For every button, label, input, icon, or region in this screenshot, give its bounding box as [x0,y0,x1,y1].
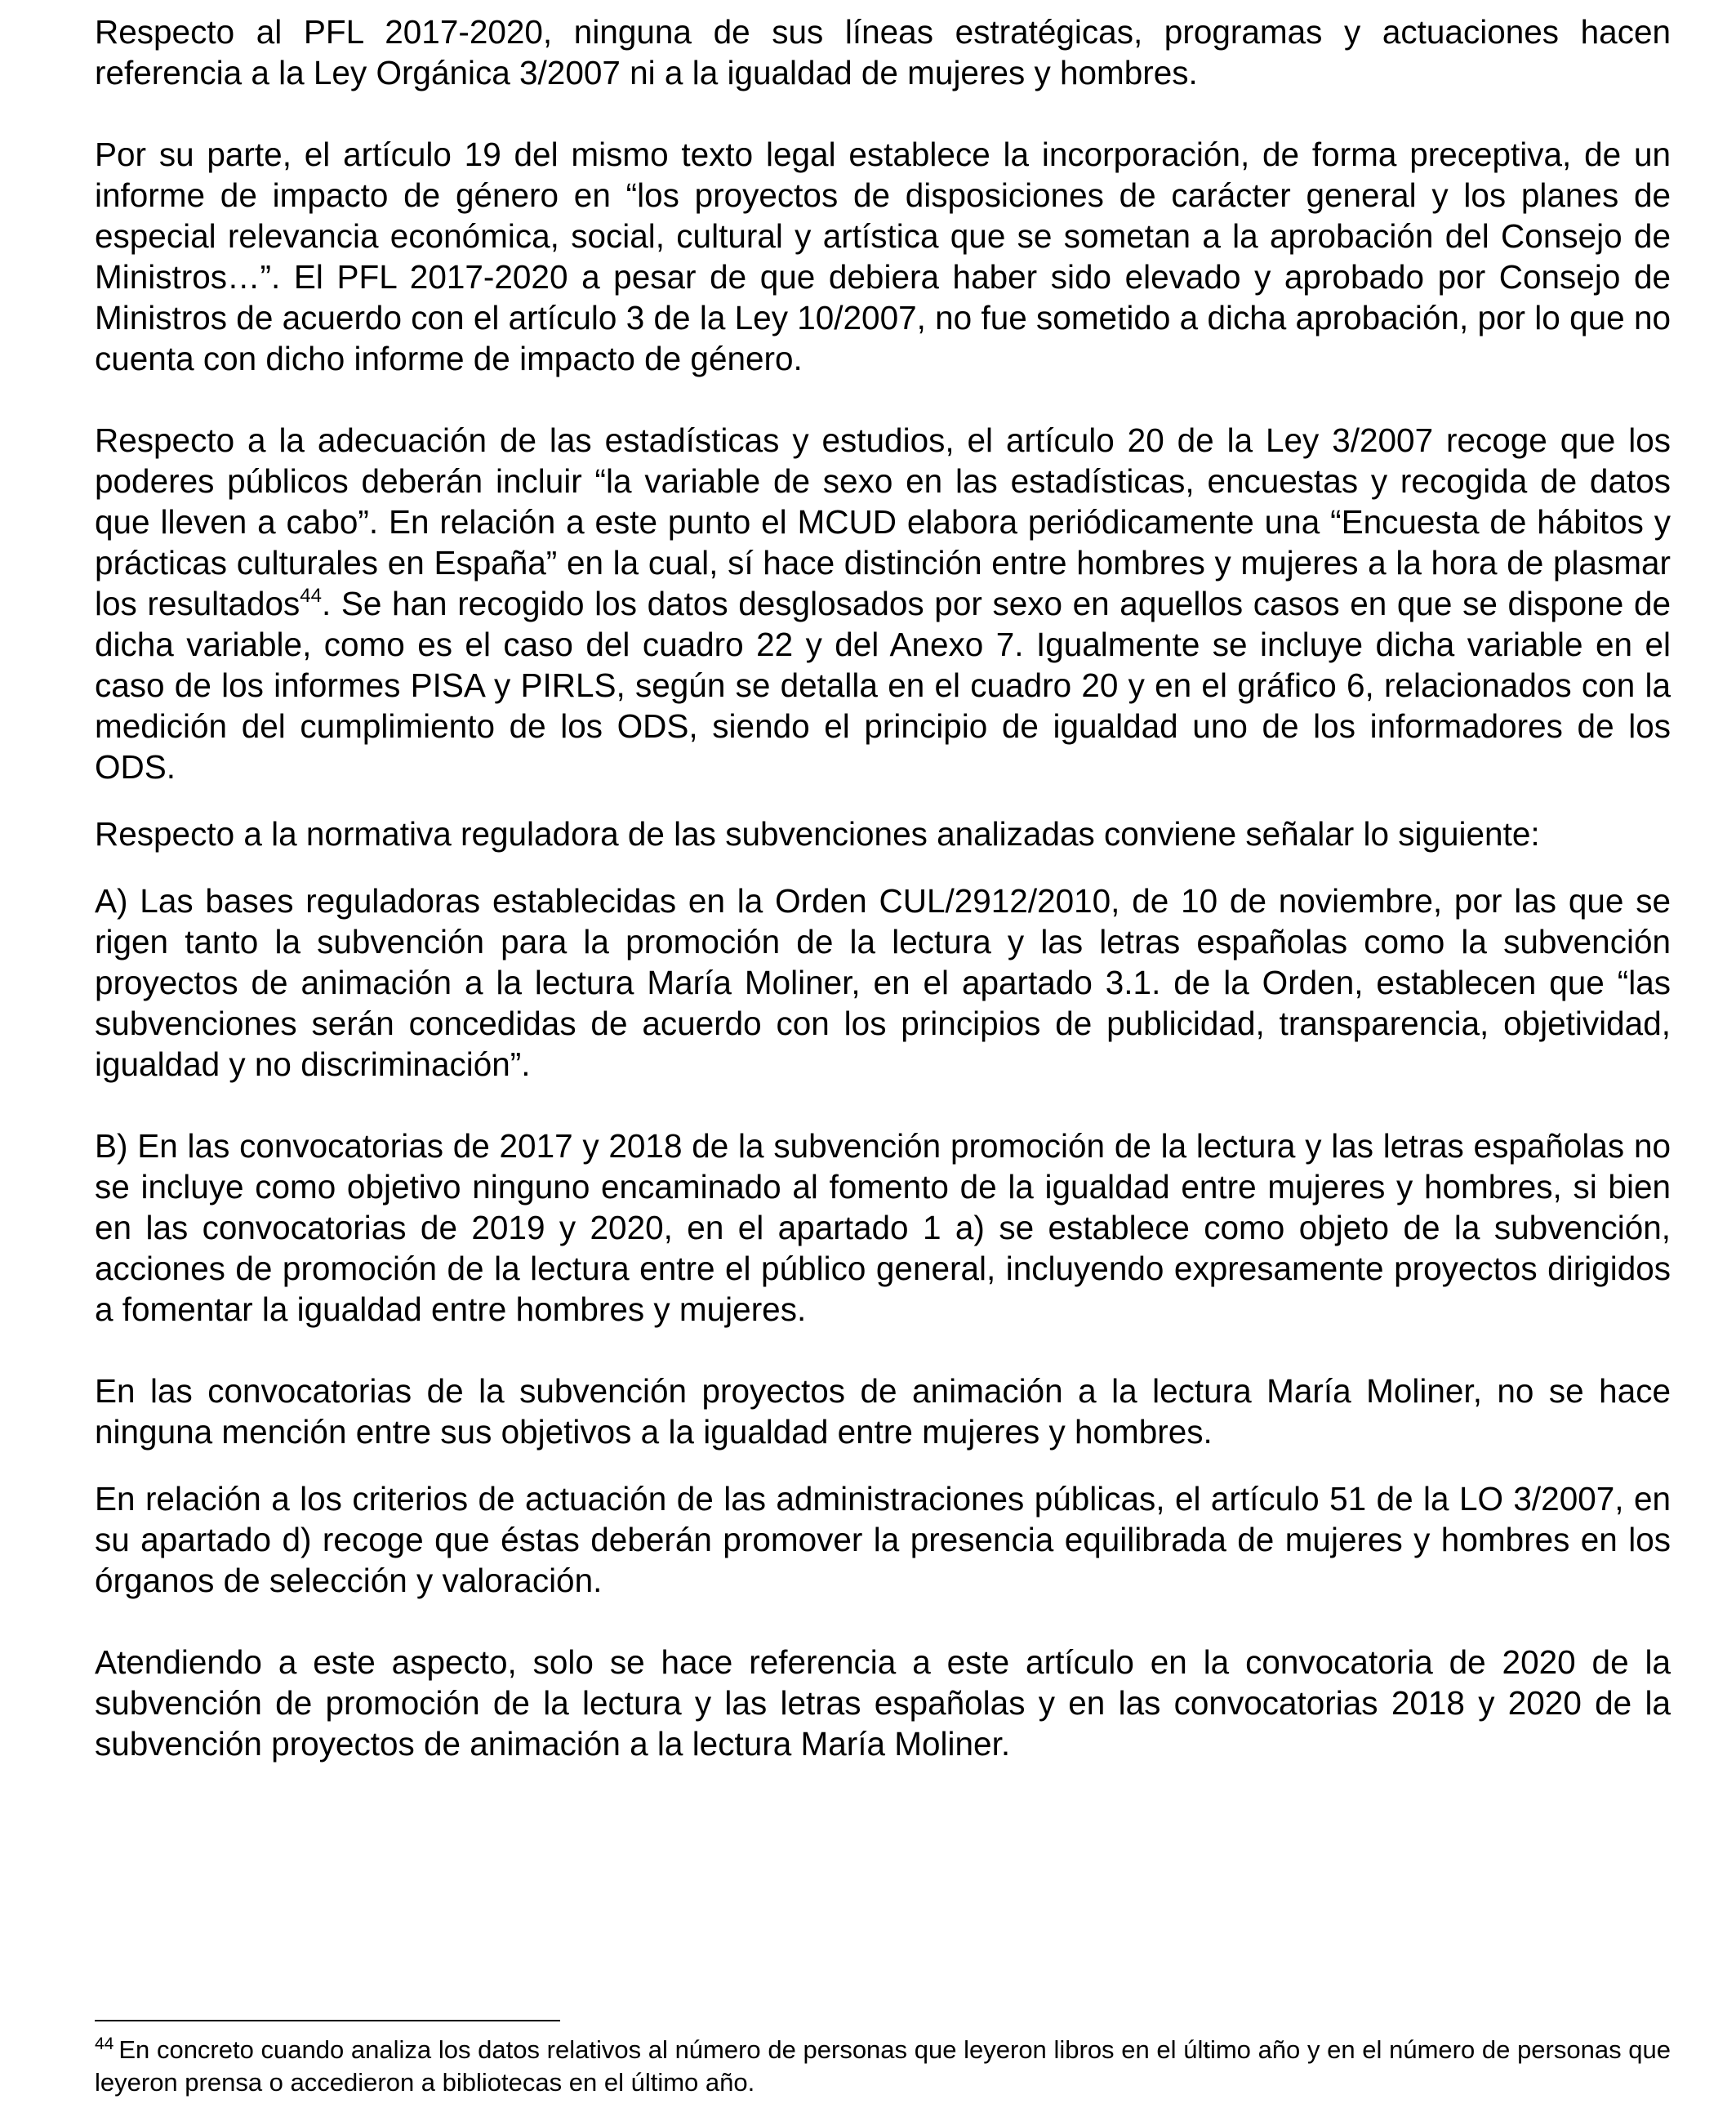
paragraph-article-20-part2: . Se han recogido los datos desglosados por sexo en aquellos casos en que se dispone de dicha variable, como es el caso del cuadro 22 y del Anexo 7. Igualmente se incluye dicha variable en el caso de los informes PISA y PIRLS, según se detalla en el cuadro 20 y en el gráfico 6, relacionados con la medición del cumplimiento de los ODS, siendo el principio de igualdad uno de los informadores de los ODS. [95,585,1671,786]
paragraph-item-b: B) En las convocatorias de 2017 y 2018 de la subvención promoción de la lectura y las letras españolas no se incluye como objetivo ninguno encaminado al fomento de la igualdad entre mujeres y hombres, si bien en las convocatorias de 2019 y 2020, en el apartado 1 a) se establece como objeto de la subvención, acciones de promoción de la lectura entre el público general, incluyendo expresamente proyectos dirigidos a fomentar la igualdad entre hombres y mujeres. [95,1127,1671,1328]
paragraph-maria-moliner: En las convocatorias de la subvención proyectos de animación a la lectura María Moliner, no se hace ninguna mención entre sus objetivos a la igualdad entre mujeres y hombres. [95,1372,1671,1451]
footnote-text: En concreto cuando analiza los datos relativos al número de personas que leyeron libros en el último año y en el número de personas que leyeron prensa o accedieron a bibliotecas en el último año. [95,2035,1671,2097]
footnote-reference-44: 44 [300,584,322,607]
paragraph-normativa-intro: Respecto a la normativa reguladora de las subvenciones analizadas conviene señalar lo siguiente: [95,815,1540,853]
paragraph-conclusion: Atendiendo a este aspecto, solo se hace referencia a este artículo en la convocatoria de 2020 de la subvención de promoción de la lectura y las letras españolas y en las convocatorias 2018 y 2020 de la subvención proyectos de animación a la lectura María Moliner. [95,1643,1671,1763]
paragraph-pfl-reference: Respecto al PFL 2017-2020, ninguna de sus líneas estratégicas, programas y actuaciones hacen referencia a la Ley Orgánica 3/2007 ni a la igualdad de mujeres y hombres. [95,13,1671,91]
paragraph-article-20-part1: Respecto a la adecuación de las estadísticas y estudios, el artículo 20 de la Ley 3/2007 recoge que los poderes públicos deberán incluir “la variable de sexo en las estadísticas, encuestas y recogida de datos que lleven a cabo”. En relación a este punto el MCUD elabora periódicamente una “Encuesta de hábitos y prácticas culturales en España” en la cual, sí hace distinción entre hombres y mujeres a la hora de plasmar los resultados [95,421,1671,622]
paragraph-article-51: En relación a los criterios de actuación de las administraciones públicas, el artículo 51 de la LO 3/2007, en su apartado d) recoge que éstas deberán promover la presencia equilibrada de mujeres y hombres en los órganos de selección y valoración. [95,1480,1671,1599]
paragraph-item-a: A) Las bases reguladoras establecidas en la Orden CUL/2912/2010, de 10 de noviembre, por las que se rigen tanto la subvención para la promoción de la lectura y las letras españolas como la subvención proyectos de animación a la lectura María Moliner, en el apartado 3.1. de la Orden, establecen que “las subvenciones serán concedidas de acuerdo con los principios de publicidad, transparencia, objetividad, igualdad y no discriminación”. [95,882,1671,1083]
footnote-number: 44 [95,2034,114,2053]
footnote [95,2034,1671,2099]
paragraph-article-20 [95,420,1671,787]
footnote-separator [95,2020,560,2021]
document-body [95,11,1671,1764]
paragraph-article-19: Por su parte, el artículo 19 del mismo texto legal establece la incorporación, de forma preceptiva, de un informe de impacto de género en “los proyectos de disposiciones de carácter general y los planes de especial relevancia económica, social, cultural y artística que se sometan a la aprobación del Consejo de Ministros…”. El PFL 2017-2020 a pesar de que debiera haber sido elevado y aprobado por Consejo de Ministros de acuerdo con el artículo 3 de la Ley 10/2007, no fue sometido a dicha aprobación, por lo que no cuenta con dicho informe de impacto de género. [95,136,1671,377]
